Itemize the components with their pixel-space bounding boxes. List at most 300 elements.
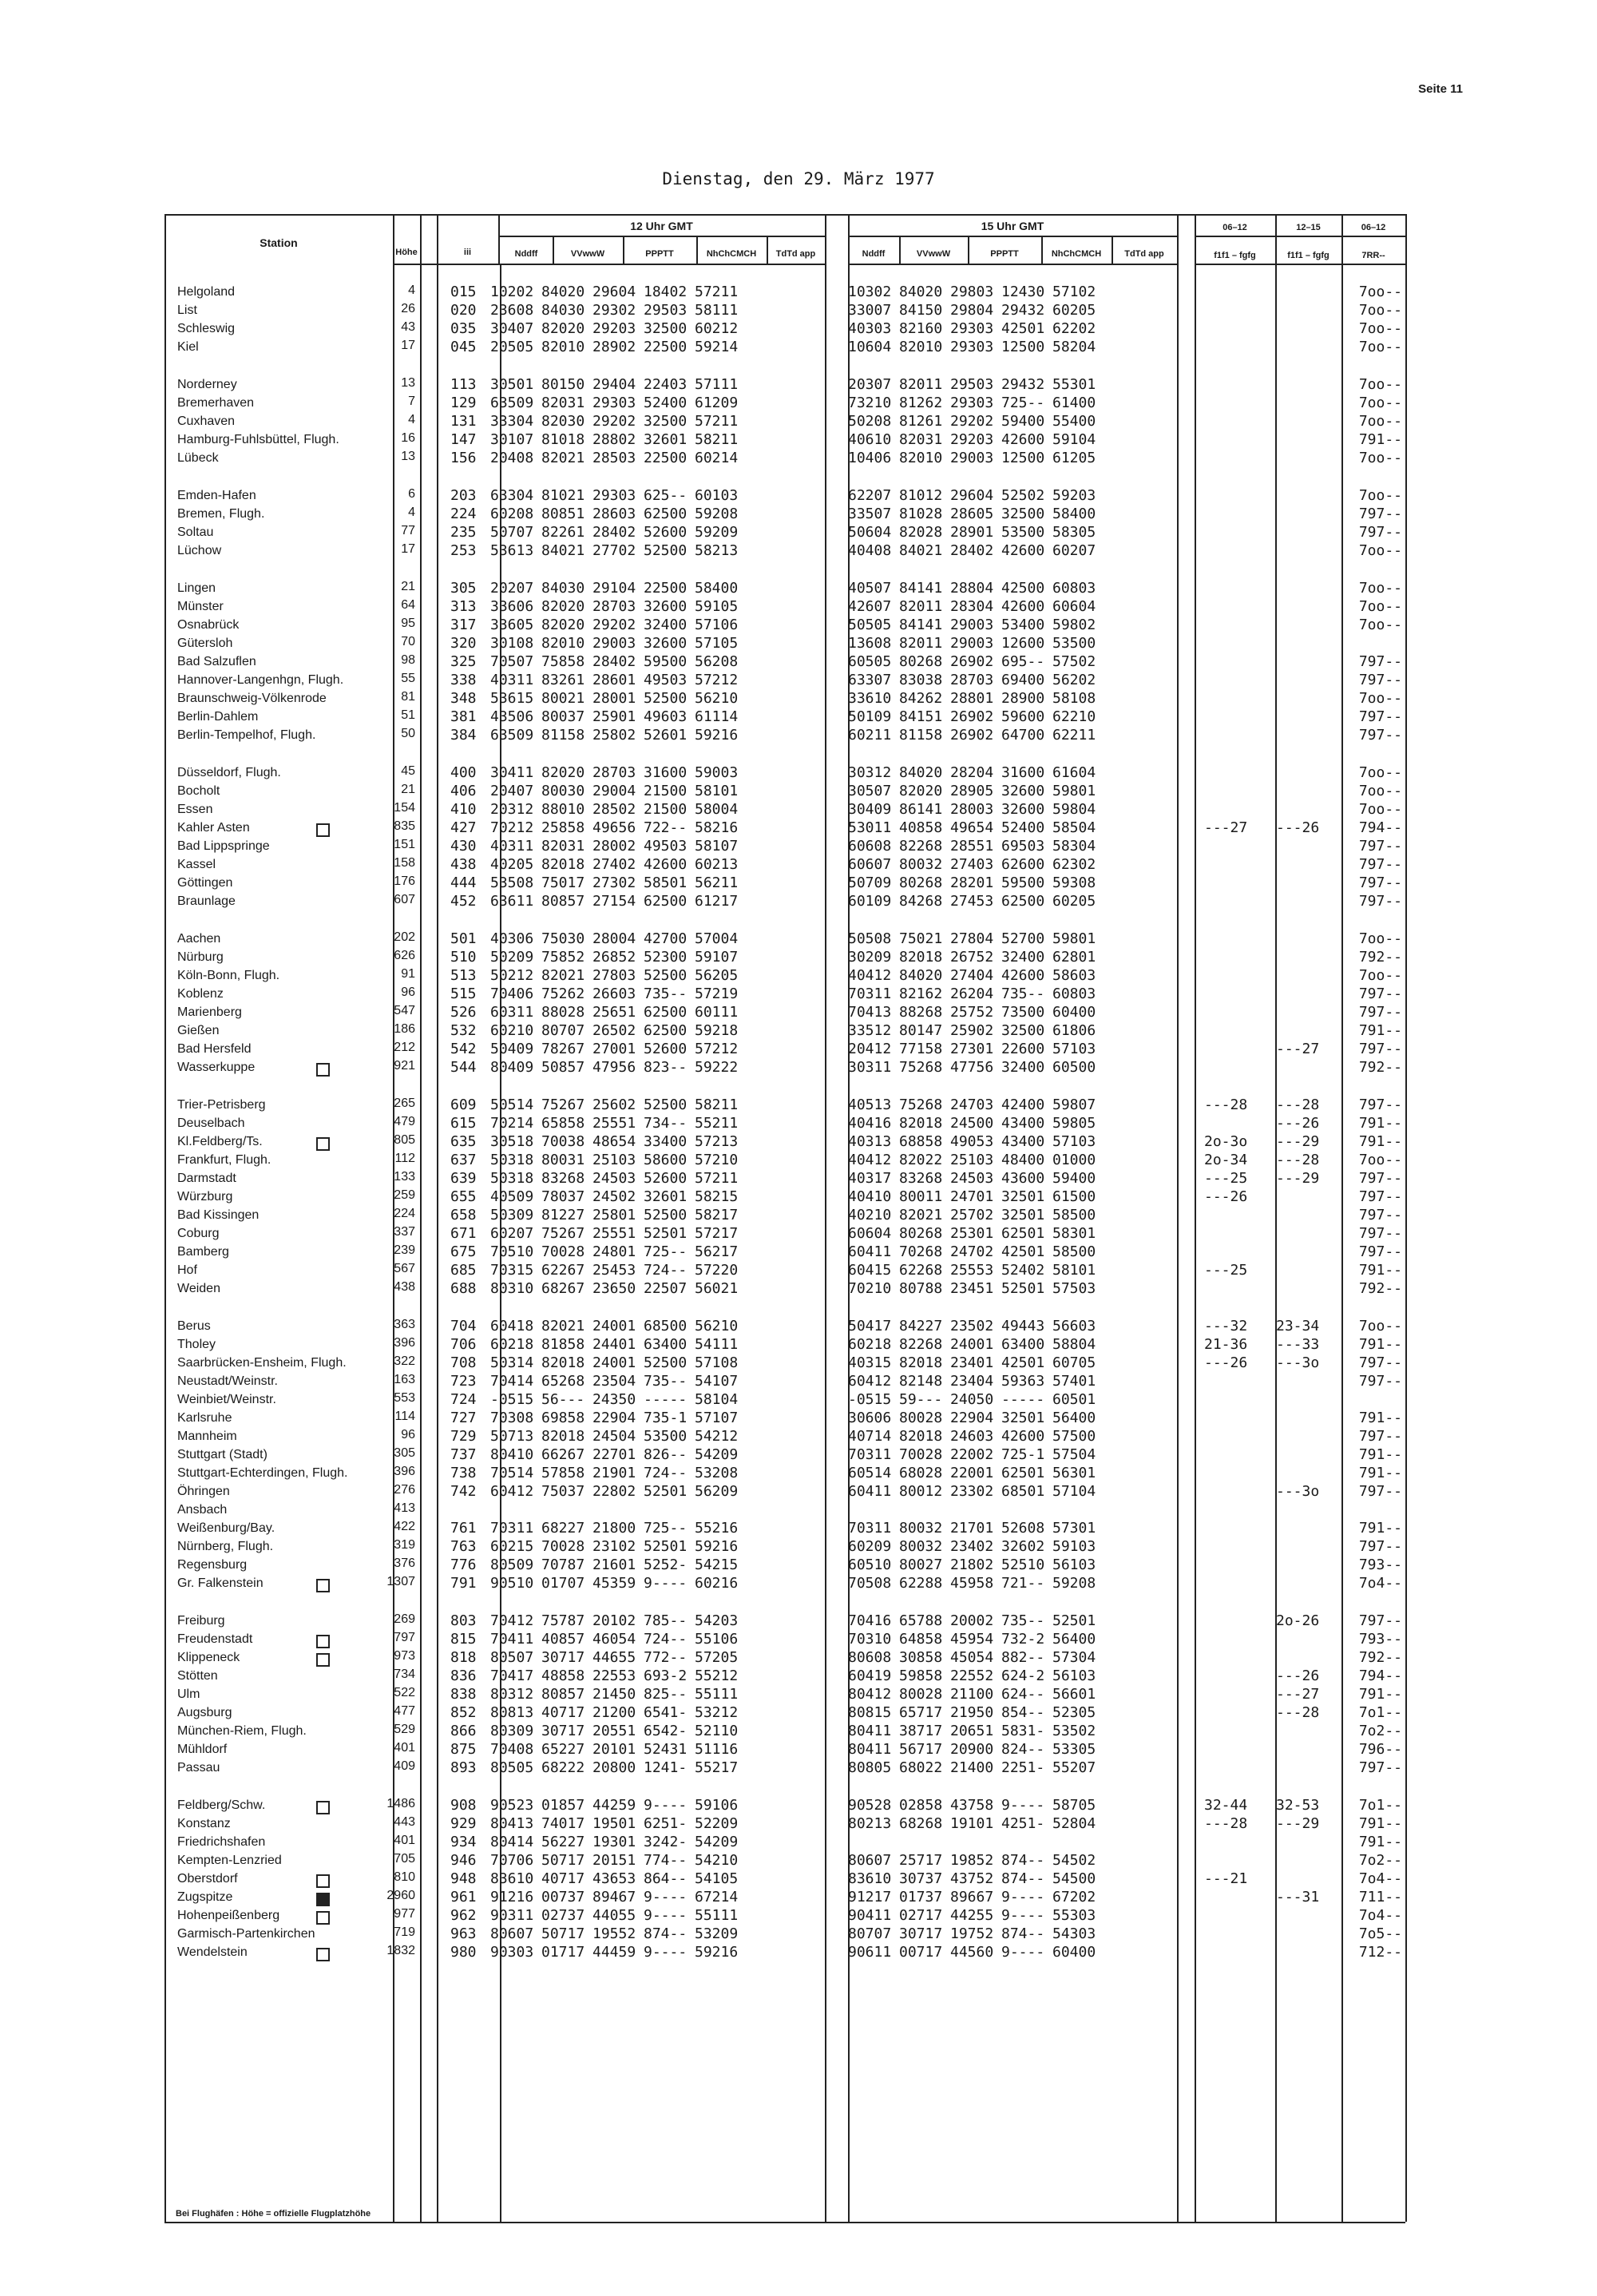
ppptt-12: 29302 [592,302,636,319]
period-sub-1: f1f1 – fgfg [1214,251,1256,260]
ppptt-12: 28502 [592,801,636,818]
wwww-12: 84021 [541,542,585,559]
ppptt-12: 21800 [592,1520,636,1537]
station-marker-box [316,1874,330,1888]
nddff-12: 70212 [490,819,534,836]
station-name: Münster [177,600,224,613]
rain-code: 7o5-- [1358,1925,1402,1942]
nddff-15: 80608 [848,1649,892,1666]
cloud-15: 9---- [1001,1889,1045,1905]
nddff-15: 60607 [848,856,892,873]
wwww-15: 84227 [899,1318,943,1334]
station-marker-box [316,1911,330,1925]
station-height: 4 [408,413,415,426]
ppptt-12: 24504 [592,1428,636,1445]
ppptt-15: 26902 [950,708,994,725]
station-name: Braunschweig-Völkenrode [177,692,327,705]
wwww-12: 75787 [541,1612,585,1629]
tdapp-15: 62210 [1052,708,1096,725]
cloud-12: 21500 [644,783,688,799]
cloud-12: 32601 [644,1188,688,1205]
rain-code: 793-- [1358,1631,1402,1648]
tdapp-12: 54107 [695,1373,739,1390]
station-index: 852 [450,1704,477,1721]
cloud-15: 874-- [1001,1925,1045,1942]
rain-code: 791-- [1358,1520,1402,1537]
nddff-12: 80507 [490,1649,534,1666]
cloud-12: 826-- [644,1446,688,1463]
ppptt-12: 19501 [592,1815,636,1832]
ppptt-12: 20151 [592,1852,636,1869]
cloud-15: 43400 [1001,1133,1045,1150]
station-name: Weißenburg/Bay. [177,1521,275,1535]
nddff-15: 30606 [848,1410,892,1426]
ppptt-12: 29404 [592,376,636,393]
tdapp-12: 60103 [695,487,739,504]
nddff-12: 30518 [490,1133,534,1150]
rain-code: 791-- [1358,1465,1402,1481]
station-index: 946 [450,1852,477,1869]
tdapp-15: 55207 [1052,1759,1096,1776]
cloud-12: 18402 [644,284,688,300]
nddff-15: 62207 [848,487,892,504]
rain-code: 791-- [1358,431,1402,448]
nddff-15: 33512 [848,1022,892,1039]
tdapp-15: 57301 [1052,1520,1096,1537]
tdapp-12: 55212 [695,1667,739,1684]
grid-line [1195,214,1196,2222]
tdapp-12: 56217 [695,1243,739,1260]
nddff-12: 40311 [490,838,534,855]
station-height: 70 [401,635,415,648]
cloud-15: 69400 [1001,672,1045,688]
cloud-12: 32500 [644,413,688,430]
station-name: Hohenpeißenberg [177,1909,280,1922]
station-height: 734 [394,1667,415,1681]
cloud-15: 42501 [1001,1243,1045,1260]
station-height: 163 [394,1373,415,1386]
tdapp-15: 61400 [1052,395,1096,411]
wwww-12: 75858 [541,653,585,670]
wwww-12: 88010 [541,801,585,818]
station-height: 529 [394,1723,415,1736]
wwww-15: 80788 [899,1280,943,1297]
rain-code: 797-- [1358,1170,1402,1187]
cloud-12: 68500 [644,1318,688,1334]
nddff-12: 23608 [490,302,534,319]
station-height: 91 [401,967,415,981]
wwww-12: 50857 [541,1059,585,1076]
station-index: 962 [450,1907,477,1924]
nddff-15: 40303 [848,320,892,337]
station-height: 322 [394,1354,415,1368]
ppptt-15: 29303 [950,320,994,337]
tdapp-15: 58500 [1052,1207,1096,1223]
rain-code: 797-- [1358,672,1402,688]
tdapp-12: 57004 [695,930,739,947]
tdapp-12: 57111 [695,376,739,393]
station-name: Neustadt/Weinstr. [177,1374,278,1388]
ppptt-15: 47756 [950,1059,994,1076]
tdapp-12: 55211 [695,1115,739,1132]
rain-code: 797-- [1358,1004,1402,1021]
rain-code: 797-- [1358,874,1402,891]
station-index: 980 [450,1944,477,1961]
cloud-15: 59400 [1001,413,1045,430]
wwww-12: 84030 [541,580,585,597]
wwww-12: 82021 [541,1318,585,1334]
station-height: 21 [401,580,415,593]
cloud-12: 59500 [644,653,688,670]
cloud-12: 774-- [644,1852,688,1869]
ppptt-15: 89667 [950,1889,994,1905]
ppptt-12: 27001 [592,1041,636,1057]
nddff-15: 70311 [848,985,892,1002]
cloud-15: 32602 [1001,1538,1045,1555]
nddff-header-12: Nddff [514,249,538,259]
station-index: 776 [450,1556,477,1573]
cloud-15: 49443 [1001,1318,1045,1334]
station-name: Regensburg [177,1558,248,1572]
nddff-15: 73210 [848,395,892,411]
nddff-12: 63509 [490,395,534,411]
wwww-12: 75262 [541,985,585,1002]
tdapp-12: 55111 [695,1907,739,1924]
ppptt-15: 24500 [950,1115,994,1132]
station-name: Gießen [177,1024,220,1037]
station-name: Augsburg [177,1706,232,1719]
station-name: Bad Lippspringe [177,839,270,853]
station-index: 235 [450,524,477,541]
nddff-12: 10202 [490,284,534,300]
station-index: 427 [450,819,477,836]
nddff-15: -0515 [848,1391,892,1408]
cloud-12: 725-- [644,1243,688,1260]
wwww-12: 82030 [541,413,585,430]
tdapp-15: 60803 [1052,580,1096,597]
wwww-12: 70787 [541,1556,585,1573]
station-name: Koblenz [177,987,224,1001]
cloud-15: 695-- [1001,653,1045,670]
wwww-12: 80857 [541,893,585,910]
station-index: 615 [450,1115,477,1132]
wwww-15: 80011 [899,1188,943,1205]
ppptt-15: 29804 [950,302,994,319]
station-index: 866 [450,1723,477,1739]
tdapp-15: 61806 [1052,1022,1096,1039]
wwww-15: 82020 [899,783,943,799]
wwww-12: 69858 [541,1410,585,1426]
nddff-12: 40306 [490,930,534,947]
station-height: 319 [394,1538,415,1552]
page-label: Seite 11 [1418,82,1463,96]
cloud-15: 12430 [1001,284,1045,300]
gust-06-12: ---26 [1204,1354,1248,1371]
station-name: Lingen [177,581,216,595]
rain-code: 797-- [1358,1538,1402,1555]
station-height: 7 [408,395,415,408]
gust-06-12: 32-44 [1204,1797,1248,1814]
cloud-12: 32600 [644,635,688,652]
ppptt-12: 24502 [592,1188,636,1205]
station-height: 607 [394,893,415,906]
gust-06-12: 2o-3o [1204,1133,1248,1150]
wwww-15: 62268 [899,1262,943,1279]
nddff-15: 40313 [848,1133,892,1150]
nddff-12: 53615 [490,690,534,707]
gust-12-15: 32-53 [1276,1797,1320,1814]
ppptt-15: 29003 [950,635,994,652]
ppptt-15: 29003 [950,617,994,633]
station-index: 452 [450,893,477,910]
cloud-15: 874-- [1001,1852,1045,1869]
wwww-12: 40857 [541,1631,585,1648]
nddff-15: 10302 [848,284,892,300]
station-name: Friedrichshafen [177,1835,266,1849]
cloud-15: ----- [1001,1391,1045,1408]
wwww-15: 59--- [899,1391,943,1408]
nddff-12: 53508 [490,874,534,891]
cloud-15: 64700 [1001,727,1045,744]
cloud-15: 62501 [1001,1465,1045,1481]
tdapp-15: 58301 [1052,1225,1096,1242]
station-height: 17 [401,339,415,352]
nddff-12: 70406 [490,985,534,1002]
cloud-12: 42700 [644,930,688,947]
station-name: Osnabrück [177,618,240,632]
ppptt-12: 20102 [592,1612,636,1629]
nddff-12: 50309 [490,1207,534,1223]
station-name: Ansbach [177,1503,228,1517]
tdapp-15: 56400 [1052,1410,1096,1426]
nddff-15: 83610 [848,1870,892,1887]
nddff-12: 70412 [490,1612,534,1629]
ppptt-12: 24001 [592,1318,636,1334]
tdapp-12: 59107 [695,949,739,966]
tdapp-15: 61205 [1052,450,1096,466]
station-height: 95 [401,617,415,630]
station-height: 212 [394,1041,415,1054]
tdapp-12: 54209 [695,1834,739,1850]
cloud-12: 52501 [644,1483,688,1500]
station-index: 501 [450,930,477,947]
ppptt-12: 44459 [592,1944,636,1961]
grid-line [164,214,1405,216]
wwww-12: 88028 [541,1004,585,1021]
ppptt-15: 28703 [950,672,994,688]
wwww-12: 84020 [541,284,585,300]
nddff-15: 40714 [848,1428,892,1445]
ppptt-15: 26902 [950,653,994,670]
ppptt-12: 27302 [592,874,636,891]
ppptt-12: 27803 [592,967,636,984]
tdapp-15: 52305 [1052,1704,1096,1721]
station-index: 934 [450,1834,477,1850]
cloud-12: 52300 [644,949,688,966]
wwww-12: 75017 [541,874,585,891]
cloud-12: 3242- [644,1834,688,1850]
cloud-15: 42600 [1001,1428,1045,1445]
cloud-15: 5831- [1001,1723,1045,1739]
nddff-12: 63304 [490,487,534,504]
tdapp-15: 56202 [1052,672,1096,688]
rain-code: 7oo-- [1358,690,1402,707]
tdapp-12: 57211 [695,1170,739,1187]
gust-06-12: ---26 [1204,1188,1248,1205]
station-index: 761 [450,1520,477,1537]
tdapp-12: 56210 [695,690,739,707]
rain-code: 793-- [1358,1556,1402,1573]
ppptt-15: 20900 [950,1741,994,1758]
rain-code: 791-- [1358,1262,1402,1279]
wwww-15: 82011 [899,598,943,615]
rain-code: 794-- [1358,819,1402,836]
nddff-15: 30312 [848,764,892,781]
grid-line [848,236,1177,237]
wwww-12: 66267 [541,1446,585,1463]
gust-06-12: ---28 [1204,1815,1248,1832]
cloud-12: 735-- [644,985,688,1002]
tdapp-15: 53305 [1052,1741,1096,1758]
wwww-12: 83261 [541,672,585,688]
station-height: 2960 [386,1889,415,1902]
cloud-12: 693-2 [644,1667,688,1684]
station-index: 542 [450,1041,477,1057]
nddff-15: 91217 [848,1889,892,1905]
rain-code: 792-- [1358,949,1402,966]
station-height: 6 [408,487,415,501]
wwww-15: 65788 [899,1612,943,1629]
cloud-15: 624-- [1001,1686,1045,1703]
ppptt-15: 25301 [950,1225,994,1242]
wwww-15: 68858 [899,1133,943,1150]
station-index: 609 [450,1096,477,1113]
nddff-12: 20505 [490,339,534,355]
group-15-header: 15 Uhr GMT [981,220,1044,232]
cloud-12: 22500 [644,450,688,466]
ppptt-15: 28801 [950,690,994,707]
nddff-15: 90528 [848,1797,892,1814]
ppptt-12: 44655 [592,1649,636,1666]
cloud-12: 825-- [644,1686,688,1703]
ppptt-12: 44055 [592,1907,636,1924]
station-height: 835 [394,819,415,833]
wwww-12: 68267 [541,1280,585,1297]
ppptt-12: 23102 [592,1538,636,1555]
rain-code: 7oo-- [1358,1318,1402,1334]
ppptt-12: 20551 [592,1723,636,1739]
wwww-12: 65227 [541,1741,585,1758]
cloud-15: 73500 [1001,1004,1045,1021]
tdapp-15: 60400 [1052,1004,1096,1021]
tdapp-15: 62211 [1052,727,1096,744]
gust-06-12: 21-36 [1204,1336,1248,1353]
ppptt-12: 48654 [592,1133,636,1150]
cloud-15: 9---- [1001,1944,1045,1961]
station-height: 422 [394,1520,415,1533]
nddff-12: 80309 [490,1723,534,1739]
cloud-15: 12500 [1001,339,1045,355]
tdapp-15: 58504 [1052,819,1096,836]
station-index: 803 [450,1612,477,1629]
wwww-15: 84020 [899,764,943,781]
tdapp-12: 57217 [695,1225,739,1242]
nddff-header-15: Nddff [862,249,886,259]
ppptt-15: 49654 [950,819,994,836]
tdapp-12: 54203 [695,1612,739,1629]
station-name: Soltau [177,525,214,539]
wwww-15: 56717 [899,1741,943,1758]
rain-code: 797-- [1358,1759,1402,1776]
station-name: Bad Kissingen [177,1208,260,1222]
station-name: Cuxhaven [177,414,236,428]
cloud-15: 52700 [1001,930,1045,947]
wwww-15: 82018 [899,949,943,966]
cloud-15: 69503 [1001,838,1045,855]
station-name: Feldberg/Schw. [177,1798,266,1812]
nddff-12: 70315 [490,1262,534,1279]
rain-code: 791-- [1358,1446,1402,1463]
wwww-15: 75268 [899,1059,943,1076]
station-name: Köln-Bonn, Flugh. [177,969,280,982]
station-height: 443 [394,1815,415,1829]
cloud-15: 62501 [1001,1225,1045,1242]
cloud-12: 22403 [644,376,688,393]
nddff-15: 80707 [848,1925,892,1942]
wwww-12: 78267 [541,1041,585,1057]
cloud-12: 32500 [644,320,688,337]
nddff-12: 20408 [490,450,534,466]
tdapp-12: 57213 [695,1133,739,1150]
nddff-12: 50318 [490,1152,534,1168]
rain-code: 797-- [1358,524,1402,541]
wwww-15: 81028 [899,506,943,522]
tdapp-15: 57304 [1052,1649,1096,1666]
tdapp-15: 56603 [1052,1318,1096,1334]
rain-code: 7oo-- [1358,302,1402,319]
station-height: 547 [394,1004,415,1017]
nddff-15: 80815 [848,1704,892,1721]
rain-code: 7oo-- [1358,413,1402,430]
ppptt-15: 25103 [950,1152,994,1168]
station-index: 818 [450,1649,477,1666]
cloud-12: 6251- [644,1815,688,1832]
gust-12-15: ---27 [1276,1041,1320,1057]
tdapp-15: 59208 [1052,1575,1096,1592]
tdapp-12: 58107 [695,838,739,855]
station-name: Stuttgart (Stadt) [177,1448,267,1461]
station-index: 320 [450,635,477,652]
tdapp-12: 54209 [695,1446,739,1463]
tdapp-15: 60207 [1052,542,1096,559]
station-height: 1832 [386,1944,415,1957]
cloud-12: 52600 [644,524,688,541]
nddff-12: 53613 [490,542,534,559]
nddff-12: 80409 [490,1059,534,1076]
nddff-15: 80607 [848,1852,892,1869]
wwww-15: 00717 [899,1944,943,1961]
ppptt-15: 28402 [950,542,994,559]
station-name: Tholey [177,1338,216,1351]
cloud-15: 68501 [1001,1483,1045,1500]
ppptt-15: 22002 [950,1446,994,1463]
nddff-12: 80414 [490,1834,534,1850]
station-height: 810 [394,1870,415,1884]
wwww-15: 86141 [899,801,943,818]
nddff-12: 70514 [490,1465,534,1481]
ppptt-12: 44259 [592,1797,636,1814]
wwww-15: 02858 [899,1797,943,1814]
